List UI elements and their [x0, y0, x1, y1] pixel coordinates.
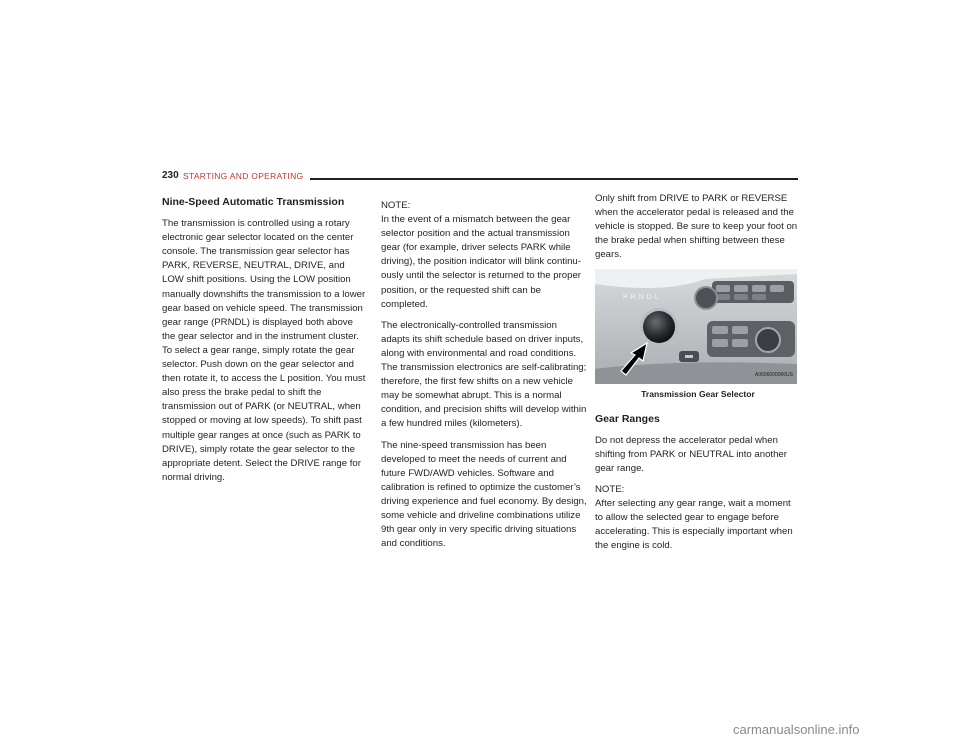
- body-paragraph: The nine-speed transmission has been developed to meet the needs of current and future FWD/AWD vehicles. Software and calibration is refined to optimize the customer’s driving experience and fuel economy. By design, some vehicle and driveline combinations utilize 9th gear only in very specific driving situations and conditions.: [381, 439, 587, 550]
- page-number: 230: [162, 170, 179, 181]
- column-2: [381, 199, 587, 558]
- console-illustration: [595, 269, 797, 384]
- note-text: In the event of a mismatch between the gear selector position and the actual transmission gear (for example, driver selects PARK while driving), the position indicator will blink continu-ously until the selector is returned to the proper position, or the requested shift can be completed.: [381, 214, 581, 310]
- note-label: NOTE:: [595, 483, 625, 495]
- section-heading: Nine-Speed Automatic Transmission: [162, 196, 345, 208]
- figure-code: A0606000066US: [754, 372, 793, 379]
- figure-caption: Transmission Gear Selector: [641, 389, 755, 400]
- body-paragraph: The electronically-controlled transmission adapts its shift schedule based on driver inputs, along with environmental and road conditions. The transmission electronics are self-calibrating; therefore, the first few shifts on a new vehicle may be somewhat abrupt. This is a normal condition, and precision shifts will develop within a few hundred miles (kilometers).: [381, 319, 587, 430]
- section-title: STARTING AND OPERATING: [183, 171, 304, 181]
- page-header: [162, 170, 798, 186]
- body-paragraph: The transmission is controlled using a rotary electronic gear selector located on the center console. The transmission gear selector has PARK, REVERSE, NEUTRAL, DRIVE, and LOW shift positions. Using the LOW position manually downshifts the transmission to a lower gear based on vehicle speed. The transmission gear range (PRNDL) is displayed both above the gear selector and in the instrument cluster. To select a gear range, simply rotate the gear selector. Push down on the gear selector and then rotate it, to access the L position. You must also press the brake pedal to shift the transmission out of PARK (or NEUTRAL, when stopped or moving at low speeds). To shift past multiple gear ranges at once (such as PARK to DRIVE), simply rotate the gear selector to the appropriate detent. Select the DRIVE range for normal driving.: [162, 218, 366, 483]
- note-label: NOTE:: [381, 200, 411, 211]
- body-paragraph: Only shift from DRIVE to PARK or REVERSE when the accelerator pedal is released and the vehicle is stopped. Be sure to keep your foot on the brake pedal when shifting between these gears.: [595, 193, 798, 261]
- note-block: [381, 199, 587, 312]
- column-1: [162, 195, 368, 492]
- prndl-indicator-text: PRNDL: [623, 294, 662, 302]
- gear-ranges-heading: Gear Ranges: [595, 412, 660, 425]
- watermark-link[interactable]: carmanualsonline.info: [733, 722, 860, 737]
- column-3: [595, 192, 801, 560]
- note-text: After selecting any gear range, wait a moment to allow the selected gear to engage before accelerating. This is especially important when the engine is cold.: [595, 498, 793, 552]
- note-block: [595, 483, 801, 553]
- gear-selector-figure: [595, 269, 801, 401]
- header-rule: [310, 178, 798, 180]
- body-paragraph: Do not depress the accelerator pedal when shifting from PARK or NEUTRAL into another gear range.: [595, 434, 787, 474]
- gear-selector-image: [595, 269, 797, 384]
